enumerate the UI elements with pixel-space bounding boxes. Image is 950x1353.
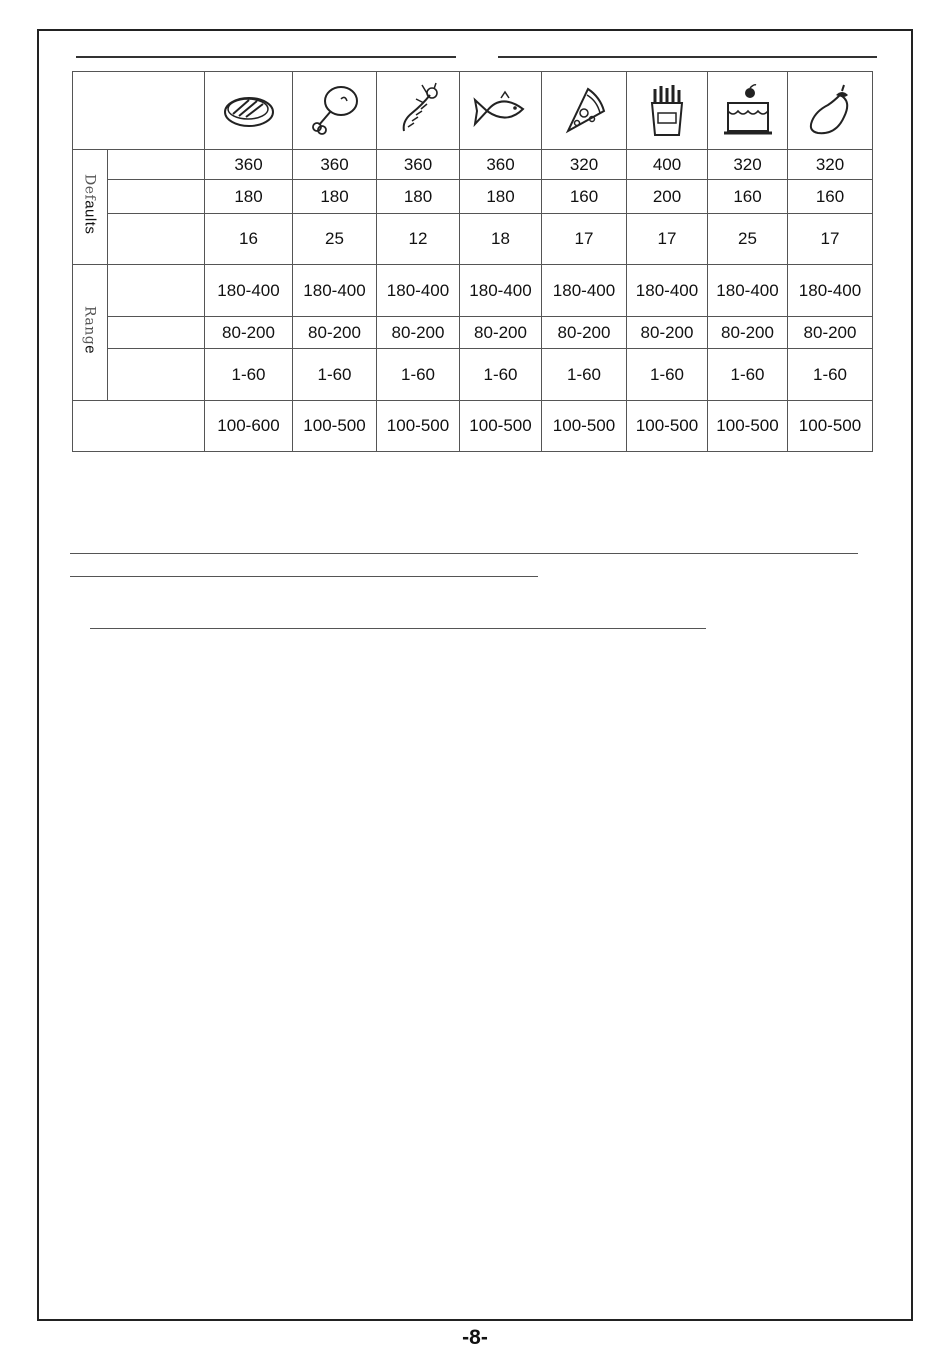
table-cell: 360 — [460, 150, 542, 180]
range-row-3 — [73, 349, 873, 401]
table-cell: 80-200 — [205, 317, 293, 349]
text-rule-2 — [70, 576, 538, 577]
cooking-presets-table — [72, 71, 873, 452]
table-cell: 25 — [293, 214, 377, 265]
table-cell: 1-60 — [542, 349, 627, 401]
heading-rule-left — [76, 56, 456, 58]
table-cell: 25 — [708, 214, 788, 265]
table-cell: 320 — [788, 150, 873, 180]
table-cell: 80-200 — [708, 317, 788, 349]
steak-cell — [205, 72, 293, 150]
table-cell: 180-400 — [542, 265, 627, 317]
table-cell: 160 — [788, 180, 873, 214]
table-cell: 180-400 — [377, 265, 460, 317]
shrimp-cell — [377, 72, 460, 150]
table-cell: 180 — [293, 180, 377, 214]
table-cell: 360 — [293, 150, 377, 180]
table-cell: 80-200 — [542, 317, 627, 349]
page-number: -8- — [462, 1326, 488, 1349]
row-label-cell — [108, 349, 205, 401]
range-row-1 — [73, 265, 873, 317]
shrimp-icon — [388, 81, 448, 141]
table-cell: 18 — [460, 214, 542, 265]
table-cell: 1-60 — [205, 349, 293, 401]
table-cell: 1-60 — [708, 349, 788, 401]
table-cell: 180 — [205, 180, 293, 214]
corner-cell — [73, 72, 205, 150]
table-cell: 100-500 — [542, 401, 627, 452]
chicken-cell — [293, 72, 377, 150]
last-row-label-cell — [73, 401, 205, 452]
last-row — [73, 401, 873, 452]
table-cell: 80-200 — [460, 317, 542, 349]
fries-cell — [627, 72, 708, 150]
fish-icon — [471, 86, 531, 136]
row-label-cell — [108, 150, 205, 180]
table-cell: 180 — [460, 180, 542, 214]
table-cell: 180-400 — [293, 265, 377, 317]
table-cell: 100-500 — [460, 401, 542, 452]
defaults-label — [82, 174, 99, 234]
table-cell: 400 — [627, 150, 708, 180]
table-cell: 100-500 — [293, 401, 377, 452]
table-cell: 100-500 — [377, 401, 460, 452]
cake-icon — [718, 81, 778, 141]
range-label-cell — [73, 265, 108, 401]
table-cell: 1-60 — [627, 349, 708, 401]
row-label-cell — [108, 317, 205, 349]
table-cell: 12 — [377, 214, 460, 265]
defaults-row-1 — [73, 150, 873, 180]
table-cell: 180-400 — [460, 265, 542, 317]
defaults-label-cell — [73, 150, 108, 265]
table-cell: 100-600 — [205, 401, 293, 452]
table-cell: 180-400 — [205, 265, 293, 317]
table-cell: 17 — [627, 214, 708, 265]
table-cell: 180-400 — [788, 265, 873, 317]
defaults-label-sans: aults — [81, 200, 99, 235]
table-cell: 1-60 — [377, 349, 460, 401]
table-cell: 80-200 — [788, 317, 873, 349]
defaults-label-serif: Def — [81, 174, 98, 201]
table-cell: 320 — [542, 150, 627, 180]
table-cell: 180-400 — [708, 265, 788, 317]
row-label-cell — [108, 265, 205, 317]
heading-rule-right — [498, 56, 877, 58]
defaults-row-3 — [73, 214, 873, 265]
table-cell: 1-60 — [788, 349, 873, 401]
pizza-cell — [542, 72, 627, 150]
table-cell: 160 — [708, 180, 788, 214]
table-cell: 16 — [205, 214, 293, 265]
pizza-icon — [554, 81, 614, 141]
table-cell: 17 — [788, 214, 873, 265]
table-cell: 180 — [377, 180, 460, 214]
eggplant-cell — [788, 72, 873, 150]
text-rule-1 — [70, 553, 858, 554]
eggplant-icon — [800, 81, 860, 141]
fish-cell — [460, 72, 542, 150]
table-cell: 100-500 — [708, 401, 788, 452]
cake-cell — [708, 72, 788, 150]
table-cell: 360 — [377, 150, 460, 180]
table-cell: 180-400 — [627, 265, 708, 317]
steak-icon — [219, 86, 279, 136]
table-cell: 80-200 — [293, 317, 377, 349]
table-cell: 360 — [205, 150, 293, 180]
table-cell: 320 — [708, 150, 788, 180]
text-rule-3 — [90, 628, 706, 629]
defaults-row-2 — [73, 180, 873, 214]
table-cell: 1-60 — [460, 349, 542, 401]
table-cell: 1-60 — [293, 349, 377, 401]
table-cell: 80-200 — [377, 317, 460, 349]
range-row-2 — [73, 317, 873, 349]
range-label-serif: Rang — [81, 305, 98, 346]
table-cell: 100-500 — [788, 401, 873, 452]
table-cell: 100-500 — [627, 401, 708, 452]
range-label — [82, 306, 99, 354]
row-label-cell — [108, 214, 205, 265]
row-label-cell — [108, 180, 205, 214]
fries-icon — [642, 81, 692, 141]
icon-row — [73, 72, 873, 150]
range-label-sans: e — [81, 345, 99, 355]
chicken-drumstick-icon — [305, 81, 365, 141]
table-cell: 160 — [542, 180, 627, 214]
table-cell: 80-200 — [627, 317, 708, 349]
table-cell: 200 — [627, 180, 708, 214]
table-cell: 17 — [542, 214, 627, 265]
